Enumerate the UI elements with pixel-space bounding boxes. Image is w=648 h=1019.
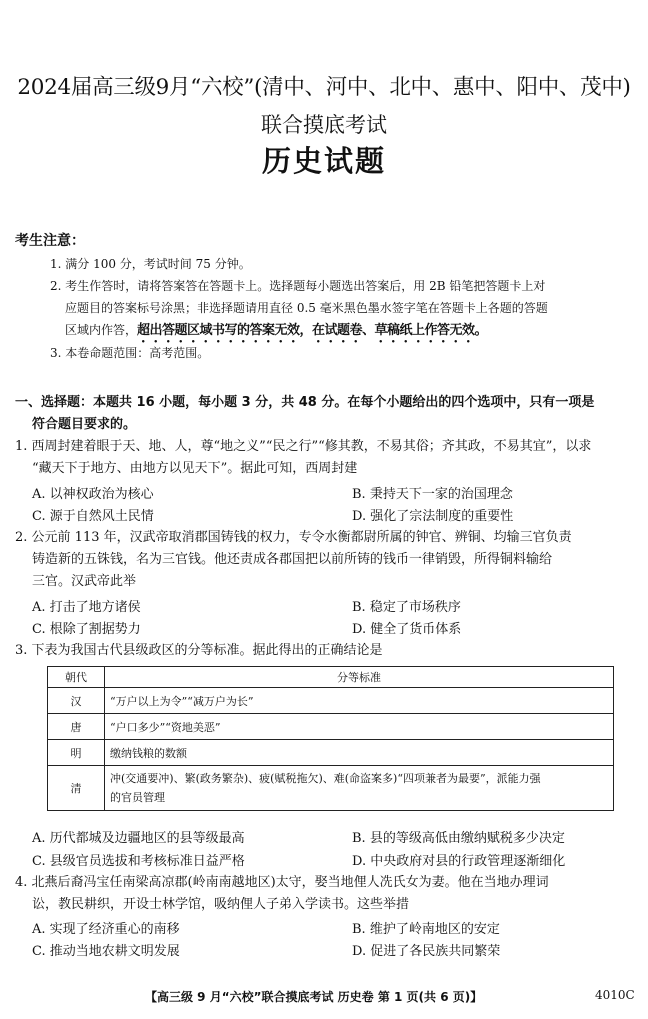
question-4-stem-line1: 4. 北燕后裔冯宝任南梁高凉郡(岭南南越地区)太守，娶当地俚人冼氏女为妻。他在当地办理词 [15,875,549,890]
question-3-option-b: B. 县的等级高低由缴纳赋税多少决定 [352,831,565,846]
question-3-option-a: A. 历代都城及边疆地区的县等级最高 [32,831,245,846]
question-3-stem-line1: 3. 下表为我国古代县级政区的分等标准。据此得出的正确结论是 [15,643,383,658]
table-cell-dynasty: 清 [48,766,105,811]
table-cell-standard-line1: 冲(交通要冲)、繁(政务繁杂)、疲(赋税拖欠)、难(命盗案多)“四项兼者为最要”，派能力强 [110,772,541,785]
notice-heading: 考生注意： [15,233,85,249]
footer-code: 4010C [595,988,635,1002]
question-1-option-a: A. 以神权政治为核心 [32,487,154,502]
table-header-standard: 分等标准 [105,667,614,688]
question-4-stem-line2: 讼，教民耕织，开设士林学馆，吸纳俚人子弟入学读书。这些举措 [32,897,410,912]
question-2-option-b: B. 稳定了市场秩序 [352,600,461,615]
question-1-option-b: B. 秉持天下一家的治国理念 [352,487,513,502]
table-row [48,740,614,766]
table-cell-standard: “万户以上为令”“减万户为长” [105,688,614,714]
table-cell-dynasty: 汉 [48,688,105,714]
notice-item-2-line1: 2. 考生作答时，请将答案答在答题卡上。选择题每小题选出答案后，用 2B 铅笔把答题卡上对 [50,279,546,293]
question-4-option-d: D. 促进了各民族共同繁荣 [352,944,501,959]
table-cell-dynasty: 明 [48,740,105,766]
question-3-option-c: C. 县级官员选拔和考核标准日益严格 [32,854,245,869]
question-4-option-c: C. 推动当地农耕文明发展 [32,944,180,959]
question-2-stem-line2: 铸造新的五铢钱，名为三官钱。他还责成各郡国把以前所铸的钱币一律销毁，所得铜料输给 [32,552,553,567]
question-2-stem-line3: 三官。汉武帝此举 [32,574,137,589]
table-header-row [48,667,614,688]
question-2-option-d: D. 健全了货币体系 [352,622,462,637]
question-2-option-c: C. 根除了割据势力 [32,622,141,637]
notice-emphasis-text: 超出答题区域书写的答案无效，在试题卷、草稿纸上作答无效。 [137,323,488,338]
table-cell-standard: “户口多少”“资地美恶” [105,714,614,740]
question-1-stem-line1: 1. 西周封建着眼于天、地、人，尊“地之义”“民之行”“修其教，不易其俗；齐其政，不易其宜”，以求 [15,439,592,454]
notice-item-2-line2: 应题目的答案标号涂黑；非选择题请用直径 0.5 毫米黑色墨水签字笔在答题卡上各题的答题 [65,301,548,315]
table-header-dynasty: 朝代 [48,667,105,688]
table-row [48,766,614,811]
table-row [48,688,614,714]
footer-text: 【高三级 9 月“六校”联合摸底考试 历史卷 第 1 页(共 6 页)】 [145,990,483,1004]
section-heading-line1: 一、选择题：本题共 16 小题，每小题 3 分，共 48 分。在每个小题给出的四个选项中，只有一项是 [15,395,595,410]
question-3-option-d: D. 中央政府对县的行政管理逐渐细化 [352,854,566,869]
question-1-option-d: D. 强化了宗法制度的重要性 [352,509,514,524]
notice-item-3: 3. 本卷命题范围：高考范围。 [50,346,210,360]
question-4-option-b: B. 维护了岭南地区的安定 [352,922,500,937]
table-cell-standard: 缴纳钱粮的数额 [105,740,614,766]
notice-item-2-line3-plain: 区域内作答， [65,323,138,337]
question-1-stem-line2: “藏天下于地方、由地方以见天下”。据此可知，西周封建 [32,461,358,476]
question-1-option-c: C. 源于自然风土民情 [32,509,154,524]
exam-title-line2: 联合摸底考试 [261,113,387,137]
table-cell-dynasty: 唐 [48,714,105,740]
notice-item-1: 1. 满分 100 分，考试时间 75 分钟。 [50,257,251,271]
table-cell-standard-line2: 的官员管理 [110,791,165,804]
table-cell-standard [105,766,614,811]
question-2-stem-line1: 2. 公元前 113 年，汉武帝取消郡国铸钱的权力，专令水衡都尉所属的钟官、辨铜、均输三官负责 [15,530,572,545]
county-grading-table [47,666,614,811]
exam-subject-title: 历史试题 [261,144,386,178]
question-2-option-a: A. 打击了地方诸侯 [32,600,141,615]
exam-title-line1: 2024届高三级9月“六校”(清中、河中、北中、惠中、阳中、茂中) [17,75,631,100]
question-4-option-a: A. 实现了经济重心的南移 [32,922,180,937]
table-row [48,714,614,740]
section-heading-line2: 符合题目要求的。 [32,417,137,432]
